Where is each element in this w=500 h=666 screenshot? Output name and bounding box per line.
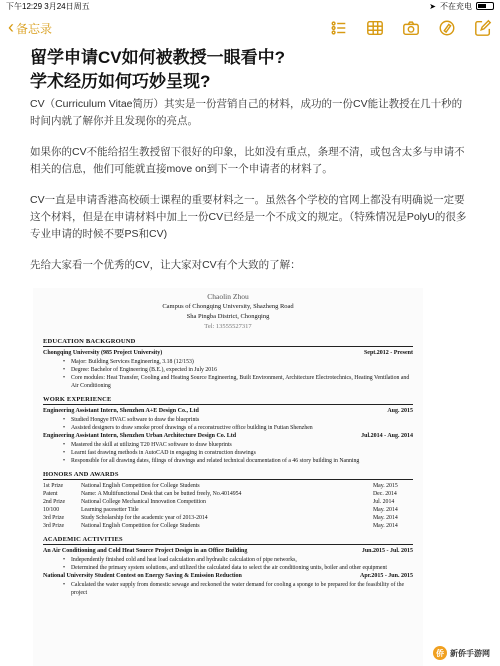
cv-section-title: WORK EXPERIENCE [43, 396, 413, 405]
cv-academic-row [43, 572, 413, 581]
table-row [43, 506, 413, 514]
cv-honor-desc: National English Competition for College Students [81, 523, 200, 529]
table-icon[interactable] [366, 19, 384, 37]
cv-education-list [43, 358, 413, 390]
cv-section-title: HONORS AND AWARDS [43, 471, 413, 480]
note-content[interactable] [30, 46, 470, 274]
cv-academic-row [43, 547, 413, 556]
cv-education-section [33, 338, 423, 390]
cv-work-date: Aug. 2015 [387, 408, 413, 414]
watermark-logo-icon: 侨 [433, 646, 447, 660]
watermark [429, 644, 494, 662]
cv-work-list [43, 441, 413, 465]
list-item: • Degree: Bachelor of Engineering (B.E.), expected in July 2016 [71, 366, 413, 374]
list-item: • Calculated the water supply from domestic sewage and reckoned the water demand for cooling a sponge to be prepared for the feasibility of the project [71, 581, 413, 597]
cv-honor-rank: 3rd Prize [43, 523, 65, 529]
list-item: • Independently finished cold and heat load calculation and hydraulic calculation of pipe networks, [71, 556, 413, 564]
checklist-icon[interactable] [330, 19, 348, 37]
battery-icon [476, 2, 494, 10]
cv-honor-rank: 2nd Prize [43, 499, 66, 505]
cv-honor-date: May. 2014 [373, 515, 398, 521]
cv-academic-list [43, 556, 413, 572]
cv-honor-desc: Name: A Multifunctional Desk that can be butted freely, No.4014954 [81, 491, 242, 497]
list-item: • Assisted designers to draw smoke proof drawings of a reconstructive office building in Futian Shenzhen [71, 424, 413, 432]
compose-icon[interactable] [474, 19, 492, 37]
status-time-date: 下午12:29 3月24日周五 [6, 1, 90, 11]
status-right [429, 1, 494, 12]
cv-honor-rank: Patent [43, 491, 58, 497]
cv-header [33, 292, 423, 332]
paragraph-impression: 如果你的CV不能给招生教授留下很好的印象，比如没有重点，条理不清，或包含太多与申请不相关的信息，他们可能就直接move on到下一个申请者的材料了。 [30, 146, 465, 175]
chevron-left-icon: ‹ [8, 17, 14, 37]
cv-honor-date: May. 2014 [373, 523, 398, 529]
list-item: • Determined the primary system solutions, and utilized the calculated data to select the air conditioning units, boiler and other equipment [71, 564, 413, 572]
toolbar [330, 19, 492, 37]
cv-address-line-2: Sha Pingba District, Chongqing [186, 313, 270, 320]
nav-bar [0, 14, 500, 42]
list-item: • Core modules: Heat Transfer, Cooling and Heating Source Engineering, Built Environment, Architecture Electrotechnics, Heating Ventilation and Air Conditioning [71, 374, 413, 390]
cv-work-role: Engineering Assistant Intern, Shenzhen Urban Architecture Design Co. Ltd [43, 433, 237, 439]
table-row [43, 482, 413, 490]
cv-honor-desc: Learning pacesetter Title [81, 507, 139, 513]
cv-academic-role: National University Student Contest on Energy Saving & Emission Reduction [43, 573, 242, 579]
cv-work-role: Engineering Assistant Intern, Shenzhen A+E Design Co., Ltd [43, 408, 199, 414]
table-row [43, 514, 413, 522]
cv-edu-dates: Sept.2012 - Present [363, 350, 413, 356]
back-label: 备忘录 [16, 21, 53, 36]
cv-honors-section [33, 471, 423, 530]
paragraph-hk-requirement: CV一直是申请香港高校硕士课程的重要材料之一。虽然各个学校的官网上都没有明确说一定要这个材料，但是在申请材料中加上一份CV已经是一个不成文的规定。（特殊情况是PolyU的很多专业申请的时候不要PS和CV) [30, 194, 467, 240]
cv-academic-role: An Air Conditioning and Cold Heat Source Project Design in an Office Building [43, 548, 248, 554]
cv-example-image [33, 288, 423, 666]
battery-status-text: 不在充电 [440, 1, 472, 11]
cv-section-title: ACADEMIC ACTIVITIES [43, 536, 413, 545]
camera-icon[interactable] [402, 19, 420, 37]
back-button[interactable] [8, 17, 53, 37]
cv-academic-section [33, 536, 423, 597]
cv-contact: Tel: 13555527317 [204, 323, 252, 330]
list-item: • Responsible for all drawing dates, filings of drawings and related technical documentation of a 46 story building in Nanning [71, 457, 413, 465]
paragraph-example-lead: 先给大家看一个优秀的CV，让大家对CV有个大致的了解： [30, 259, 301, 271]
cv-honor-desc: National College Mechanical Innovation Competition [81, 499, 206, 505]
cv-education-row [43, 349, 413, 358]
cv-section-title: EDUCATION BACKGROUND [43, 338, 413, 347]
list-item: • Studied Hongye HVAC software to draw the blueprints [71, 416, 413, 424]
cv-work-list [43, 416, 413, 432]
note-title: 留学申请CV如何被教授一眼看中? 学术经历如何巧妙呈现? [30, 48, 285, 91]
table-row [43, 522, 413, 530]
location-icon: ➤ [429, 1, 436, 11]
cv-honor-rank: 10/100 [43, 507, 60, 513]
pen-icon[interactable] [438, 19, 456, 37]
cv-honor-rank: 1st Prize [43, 483, 64, 489]
cv-academic-date: Apr.2015 - Jun. 2015 [360, 573, 413, 579]
cv-work-row [43, 407, 413, 416]
list-item: • Learnt fast drawing methods in AutoCAD in engaging in construction drawings [71, 449, 413, 457]
table-row [43, 498, 413, 506]
list-item: • Mastered the skill at utilizing T20 HVAC software to draw blueprints [71, 441, 413, 449]
cv-work-date: Jul.2014 - Aug. 2014 [361, 433, 413, 439]
cv-name: Chaolin Zhou [207, 292, 249, 301]
cv-work-section [33, 396, 423, 465]
cv-honor-date: Jul. 2014 [373, 499, 395, 505]
cv-honor-date: Dec. 2014 [373, 491, 397, 497]
paragraph-intro: CV（Curriculum Vitae简历）其实是一份营销自己的材料，成功的一份CV能让教授在几十秒的时间内就了解你并且发现你的亮点。 [30, 98, 463, 127]
status-bar [0, 0, 500, 12]
cv-academic-date: Jun.2015 - Jul. 2015 [361, 548, 413, 554]
table-row [43, 490, 413, 498]
cv-honor-date: May. 2015 [373, 483, 398, 489]
list-item: • Major: Building Services Engineering, 3.18 (12/153) [71, 358, 413, 366]
cv-school: Chongqing University (985 Project University) [43, 350, 163, 356]
cv-honor-desc: Study Scholarship for the academic year of 2013-2014 [81, 515, 208, 521]
cv-address-line-1: Campus of Chongqing University, Shazheng Road [162, 303, 294, 310]
cv-honor-desc: National English Competition for College Students [81, 483, 200, 489]
cv-honor-date: May. 2014 [373, 507, 398, 513]
cv-honor-rank: 3rd Prize [43, 515, 65, 521]
cv-academic-list [43, 581, 413, 597]
watermark-text: 新侨手游网 [450, 648, 490, 658]
cv-work-row [43, 432, 413, 441]
